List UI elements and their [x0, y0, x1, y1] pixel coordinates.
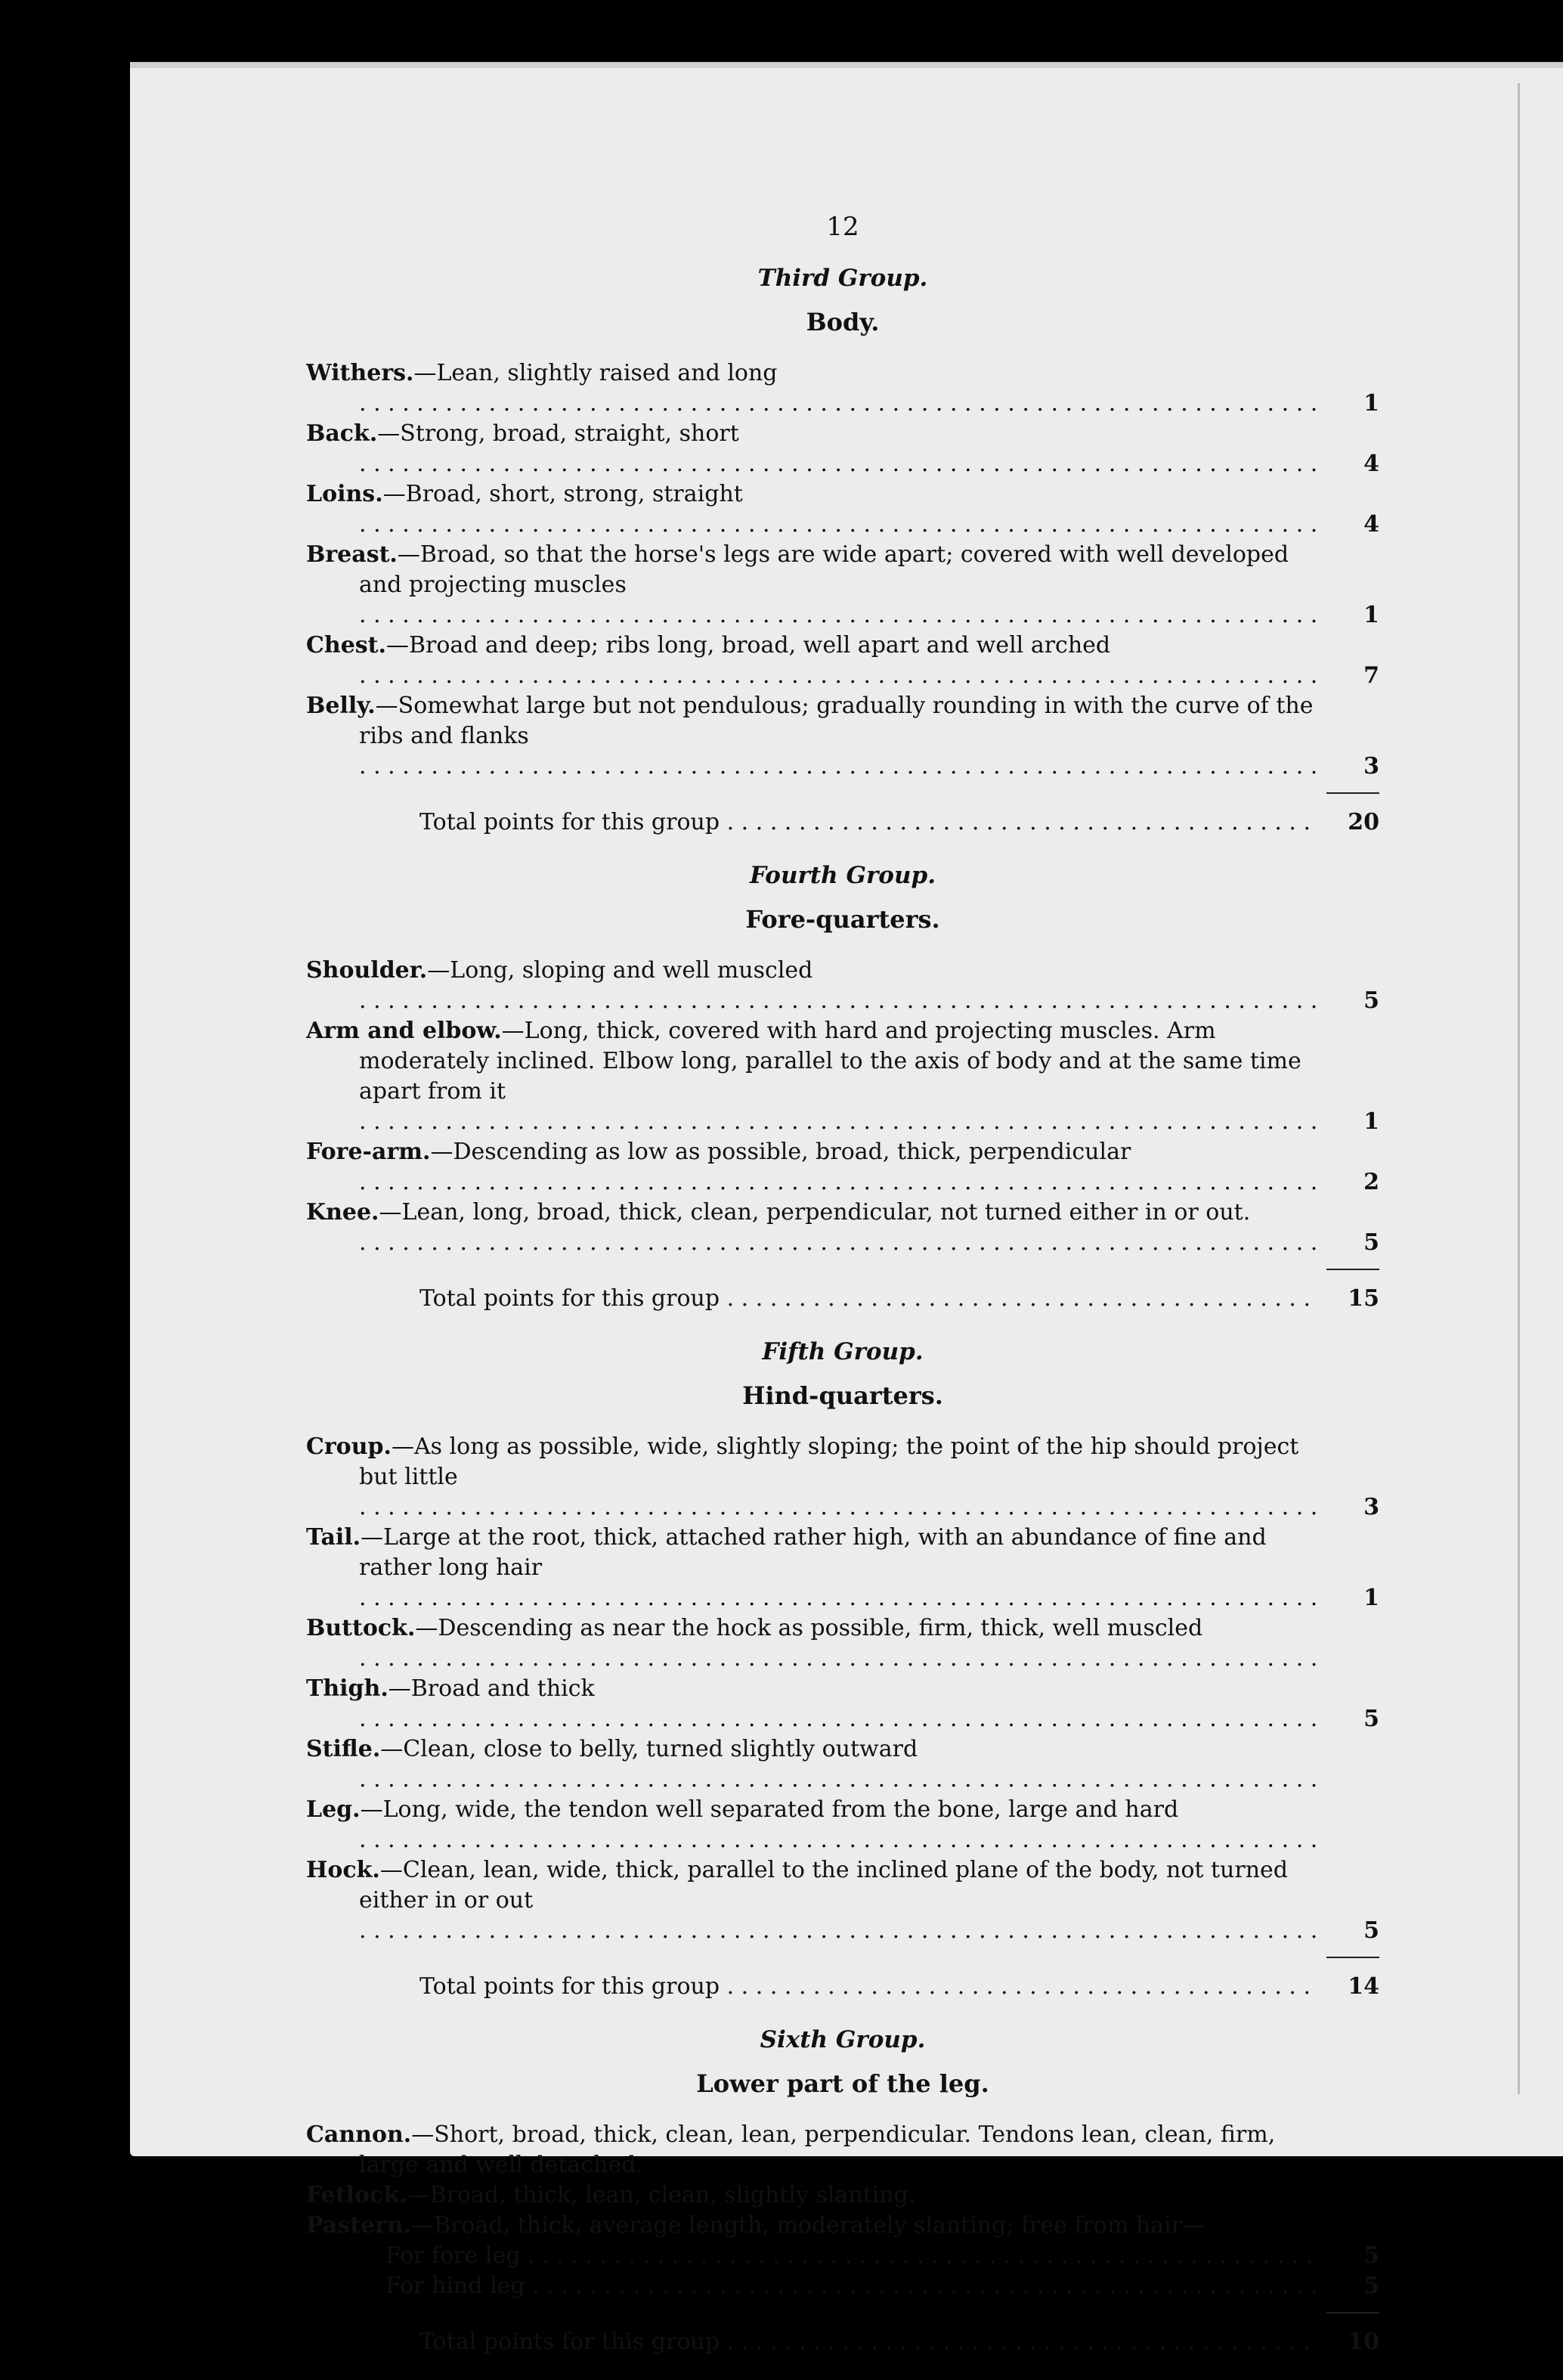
- item-heading: Arm and elbow.: [306, 1018, 502, 1044]
- score-item: [306, 1137, 1379, 1198]
- item-text: [306, 2211, 1319, 2241]
- total-rule: [1326, 2312, 1379, 2313]
- item-heading: Hock.: [306, 1857, 380, 1883]
- total-label: Total points for this group . . .: [306, 1284, 1319, 1314]
- score-group: [306, 1337, 1379, 2002]
- item-points: 4: [1363, 511, 1379, 538]
- item-description: —Broad and deep; ribs long, broad, well apart and well arched: [385, 632, 1111, 659]
- section-title: Fore-quarters.: [745, 905, 940, 934]
- item-description: —Long, thick, covered with hard and projecting muscles. Arm moderately inclined. Elbow long, parallel to the axis of body and at the same time apart from it: [359, 1018, 1301, 1105]
- group-total: [306, 1284, 1379, 1314]
- item-points: 7: [1363, 662, 1379, 689]
- total-points: 20: [1348, 809, 1379, 835]
- item-text: [306, 479, 1319, 540]
- item-points: 5: [1363, 2242, 1379, 2269]
- total-label: Total points for this group . . .: [306, 807, 1319, 838]
- item-description: —Broad, so that the horse's legs are wide apart; covered with well developed and projecting muscles: [359, 541, 1289, 598]
- item-points: 4: [1363, 451, 1379, 477]
- section-title: Hind-quarters.: [742, 1381, 943, 1410]
- item-text: [306, 1198, 1319, 1258]
- total-label: Total points for this group . . .: [306, 1972, 1319, 2002]
- item-description: —Clean, lean, wide, thick, parallel to the inclined plane of the body, not turned either in or out: [359, 1857, 1288, 1914]
- section-title: Lower part of the leg.: [696, 2069, 989, 2098]
- item-text: [306, 419, 1319, 479]
- item-description: —Descending as near the hock as possible, firm, thick, well muscled: [415, 1615, 1203, 1641]
- item-description: —As long as possible, wide, slightly sloping; the point of the hip should project but little: [359, 1433, 1299, 1490]
- group-total: [306, 1972, 1379, 2002]
- score-item: [306, 2180, 1379, 2211]
- score-item: [306, 1855, 1379, 1946]
- score-item: [306, 540, 1379, 631]
- score-item: [306, 631, 1379, 691]
- item-points: 5: [1363, 1706, 1379, 1732]
- group-title: Sixth Group.: [760, 2026, 926, 2053]
- score-item: [306, 1016, 1379, 1137]
- score-item: [306, 956, 1379, 1016]
- total-label: Total points for this group . . .: [306, 2327, 1319, 2357]
- item-description: —Clean, close to belly, turned slightly outward: [380, 1736, 918, 1762]
- item-text: [306, 1137, 1319, 1198]
- item-heading: Belly.: [306, 693, 376, 719]
- item-heading: Cannon.: [306, 2121, 412, 2148]
- item-heading: Fetlock.: [306, 2182, 407, 2208]
- item-points: 1: [1363, 390, 1379, 417]
- item-heading: Tail.: [306, 1524, 361, 1551]
- item-description: —Long, wide, the tendon well separated from the bone, large and hard: [360, 1796, 1179, 1823]
- item-text: [306, 1855, 1319, 1946]
- item-description: —Short, broad, thick, clean, lean, perpendicular. Tendons lean, clean, firm, large and well detached.: [359, 2121, 1276, 2178]
- item-heading: Stifle.: [306, 1736, 381, 1762]
- item-description: —Lean, long, broad, thick, clean, perpendicular, not turned either in or out.: [379, 1199, 1251, 1226]
- section-title: Body.: [806, 308, 880, 336]
- group-title: Fifth Group.: [762, 1338, 924, 1365]
- item-description: For fore leg: [385, 2242, 521, 2269]
- total-rule: [1326, 792, 1379, 794]
- item-points: 5: [1363, 1229, 1379, 1256]
- item-heading: Buttock.: [306, 1615, 416, 1641]
- score-group: [306, 2025, 1379, 2357]
- item-points: 1: [1363, 602, 1379, 628]
- score-item: [306, 2241, 1379, 2271]
- item-description: For hind leg: [385, 2273, 525, 2299]
- item-text: [306, 2180, 1319, 2211]
- score-item: [306, 1734, 1379, 1795]
- total-rule: [1326, 1957, 1379, 1958]
- item-heading: Thigh.: [306, 1675, 388, 1702]
- item-text: [306, 1795, 1319, 1855]
- item-points: 3: [1363, 753, 1379, 779]
- item-heading: Pastern.: [306, 2212, 412, 2239]
- score-item: [306, 1674, 1379, 1734]
- item-heading: Shoulder.: [306, 957, 428, 984]
- item-description: —Broad and thick: [388, 1675, 595, 1702]
- score-item: [306, 1198, 1379, 1258]
- item-text: [306, 1674, 1319, 1734]
- item-text: [306, 2241, 1319, 2271]
- item-description: —Somewhat large but not pendulous; gradually rounding in with the curve of the ribs and flanks: [359, 693, 1314, 749]
- item-text: [306, 1613, 1319, 1674]
- item-text: [306, 2120, 1319, 2180]
- page-number: 12: [826, 212, 859, 242]
- group-total: [306, 2327, 1379, 2357]
- binding-gutter: [1518, 83, 1520, 2094]
- item-points: 5: [1363, 2273, 1379, 2299]
- item-description: —Large at the root, thick, attached rather high, with an abundance of fine and rather long hair: [359, 1524, 1267, 1581]
- score-item: [306, 1795, 1379, 1855]
- item-points: 5: [1363, 987, 1379, 1014]
- item-description: —Strong, broad, straight, short: [377, 420, 739, 447]
- item-points: 5: [1363, 1917, 1379, 1944]
- item-description: —Broad, thick, lean, clean, slightly slanting.: [407, 2182, 916, 2208]
- score-item: [306, 1523, 1379, 1613]
- score-item: [306, 2271, 1379, 2301]
- item-description: —Descending as low as possible, broad, thick, perpendicular: [430, 1139, 1131, 1165]
- item-text: [306, 1016, 1319, 1137]
- item-text: [306, 1734, 1319, 1795]
- total-points: 10: [1348, 2329, 1379, 2355]
- total-points: 15: [1348, 1285, 1379, 1312]
- item-text: [306, 956, 1319, 1016]
- item-description: —Broad, short, strong, straight: [382, 481, 743, 507]
- score-item: [306, 2120, 1379, 2180]
- score-item: [306, 358, 1379, 419]
- score-item: [306, 1613, 1379, 1674]
- item-text: [306, 1523, 1319, 1613]
- score-group: [306, 860, 1379, 1314]
- item-heading: Leg.: [306, 1796, 361, 1823]
- item-description: —Broad, thick, average length, moderately slanting; free from hair—: [411, 2212, 1206, 2239]
- item-heading: Chest.: [306, 632, 386, 659]
- item-heading: Croup.: [306, 1433, 392, 1460]
- item-points: 1: [1363, 1585, 1379, 1611]
- item-heading: Knee.: [306, 1199, 379, 1226]
- item-heading: Breast.: [306, 541, 398, 568]
- item-heading: Back.: [306, 420, 378, 447]
- score-item: [306, 2211, 1379, 2241]
- score-item: [306, 479, 1379, 540]
- score-group: [306, 263, 1379, 838]
- score-groups: [306, 263, 1379, 2357]
- group-title: Third Group.: [757, 265, 928, 292]
- group-title: Fourth Group.: [749, 862, 936, 889]
- item-text: [306, 2271, 1319, 2301]
- item-description: —Lean, slightly raised and long: [413, 360, 778, 386]
- item-points: 3: [1363, 1494, 1379, 1520]
- group-total: [306, 807, 1379, 838]
- item-points: 2: [1363, 1169, 1379, 1195]
- score-item: [306, 419, 1379, 479]
- item-description: —Long, sloping and well muscled: [427, 957, 813, 984]
- item-text: [306, 631, 1319, 691]
- page-content: [306, 212, 1379, 2380]
- item-heading: Loins.: [306, 481, 383, 507]
- total-rule: [1326, 1269, 1379, 1270]
- page-top-edge: [130, 62, 1563, 68]
- item-heading: Fore-arm.: [306, 1139, 431, 1165]
- item-text: [306, 358, 1319, 419]
- score-item: [306, 1432, 1379, 1523]
- item-points: 1: [1363, 1108, 1379, 1135]
- item-text: [306, 691, 1319, 782]
- total-points: 14: [1348, 1973, 1379, 2000]
- item-heading: Withers.: [306, 360, 414, 386]
- item-text: [306, 540, 1319, 631]
- score-item: [306, 691, 1379, 782]
- item-text: [306, 1432, 1319, 1523]
